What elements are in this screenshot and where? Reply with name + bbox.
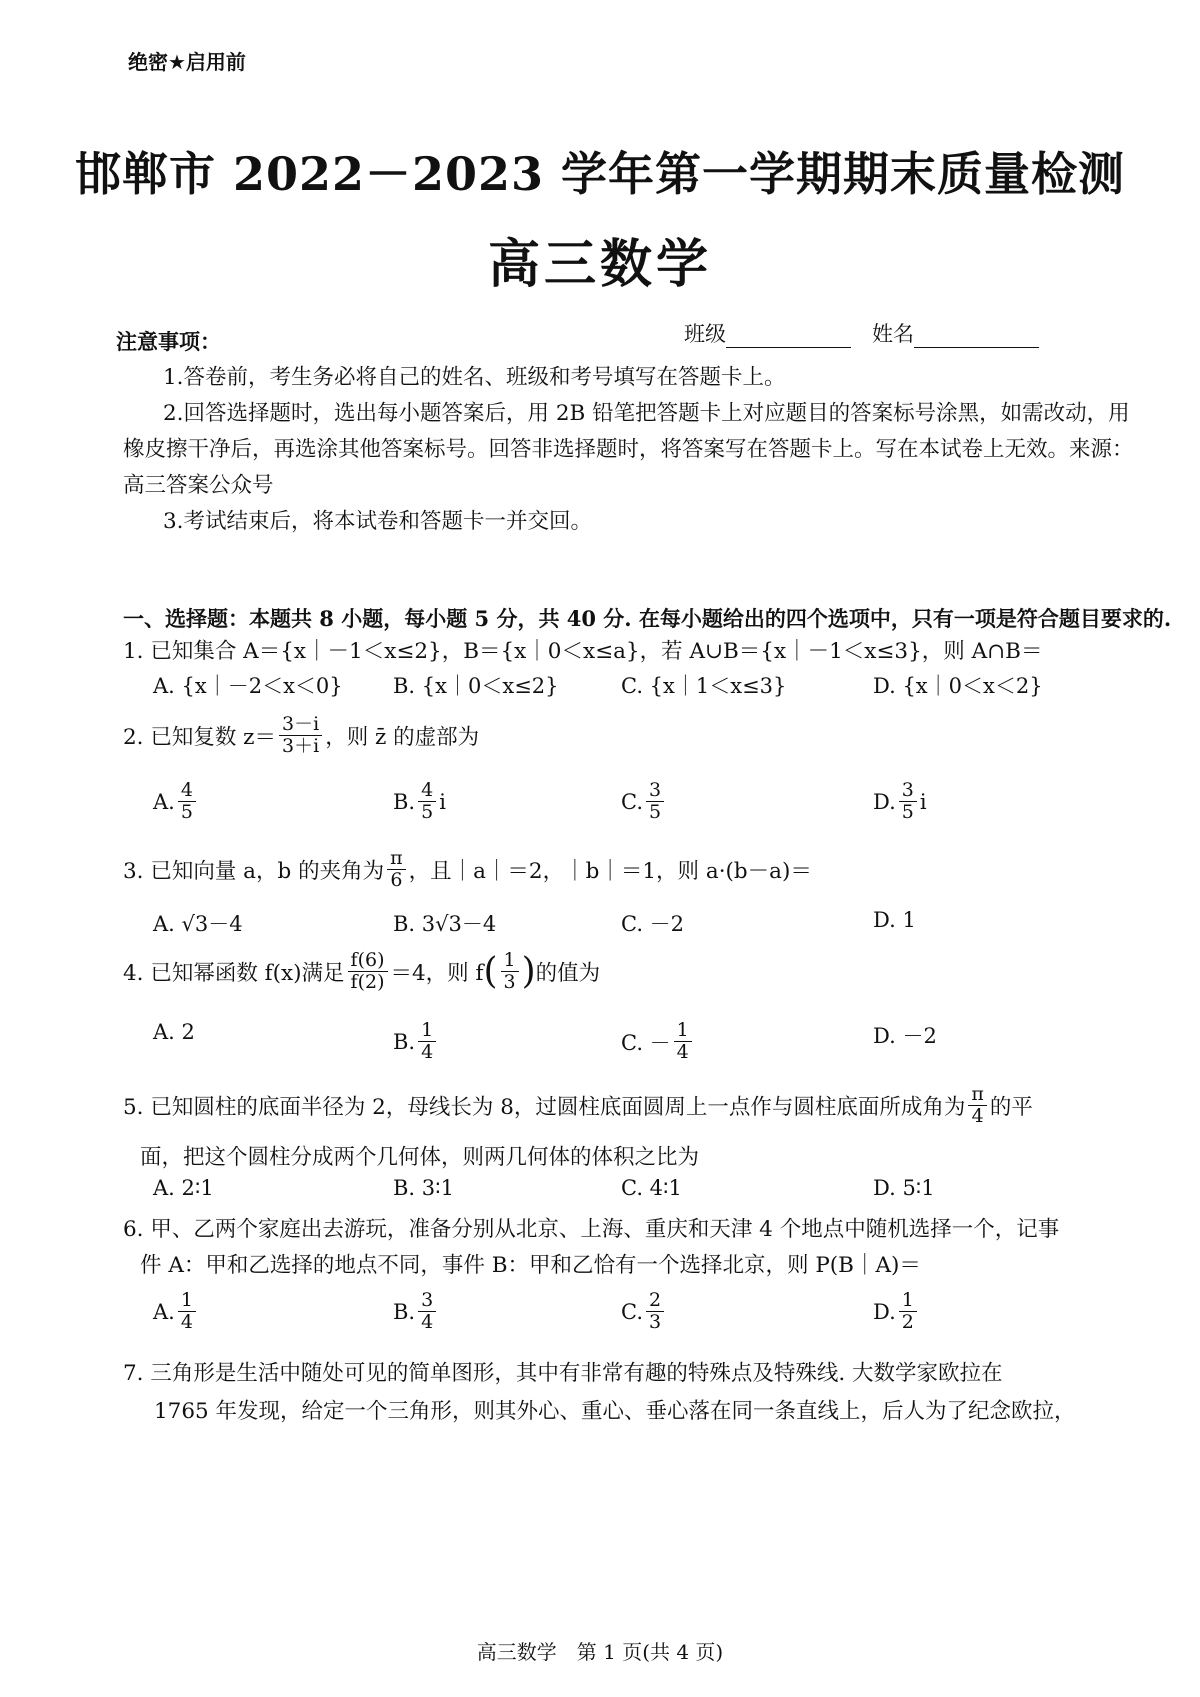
option-a: A. {x｜－2＜x＜0} xyxy=(153,674,343,698)
numerator: 3 xyxy=(418,1290,436,1312)
q2-fraction xyxy=(279,714,322,757)
q4-argument-fraction xyxy=(501,950,519,993)
right-paren: ) xyxy=(521,950,536,992)
option-letter: C. xyxy=(621,789,643,814)
numerator: 1 xyxy=(899,1290,917,1312)
question-6-line-1: 6. 甲、乙两个家庭出去游玩，准备分别从北京、上海、重庆和天津 4 个地点中随机选择一个，记事 xyxy=(123,1217,1060,1242)
question-5-stem xyxy=(123,1084,1153,1127)
notes-heading: 注意事项： xyxy=(116,330,221,354)
fraction xyxy=(646,1290,664,1333)
q3-fraction xyxy=(387,848,406,891)
option-letter: D. xyxy=(873,1299,896,1324)
q2-suffix: ，则 z̄ 的虚部为 xyxy=(325,725,480,750)
q5-prefix: 5. 已知圆柱的底面半径为 2，母线长为 8，过圆柱底面圆周上一点作与圆柱底面所成角为 xyxy=(123,1095,966,1120)
numerator: 4 xyxy=(178,780,196,802)
fraction xyxy=(418,780,436,823)
denominator: 6 xyxy=(390,869,403,891)
fraction xyxy=(178,780,196,823)
note-item-1: 1.答卷前，考生务必将自己的姓名、班级和考号填写在答题卡上。 xyxy=(163,365,786,390)
question-6-line-2: 件 A：甲和乙选择的地点不同，事件 B：甲和乙恰有一个选择北京，则 P(B｜A)＝ xyxy=(140,1253,921,1278)
denominator: 3＋i xyxy=(282,735,320,757)
note-item-3: 3.考试结束后，将本试卷和答题卡一并交回。 xyxy=(163,509,593,534)
q4-fraction xyxy=(348,950,388,993)
numerator: 3－i xyxy=(279,714,322,736)
numerator: 1 xyxy=(178,1290,196,1312)
imaginary-unit: i xyxy=(439,789,446,814)
option-c xyxy=(621,780,667,823)
numerator: 3 xyxy=(646,780,664,802)
option-a xyxy=(153,780,199,823)
denominator: 4 xyxy=(180,1311,193,1333)
denominator: 5 xyxy=(421,801,434,823)
option-d xyxy=(873,1290,920,1333)
exam-title: 邯郸市 2022－2023 学年第一学期期末质量检测 xyxy=(74,147,1126,201)
fraction xyxy=(899,1290,917,1333)
section-heading-choice: 一、选择题：本题共 8 小题，每小题 5 分，共 40 分. 在每小题给出的四个选项中，只有一项是符合题目要求的. xyxy=(123,606,1172,631)
option-a: A. 2∶1 xyxy=(153,1176,214,1200)
numerator: 1 xyxy=(501,950,519,972)
question-1-options xyxy=(153,670,1153,714)
note-item-2: 2.回答选择题时，选出每小题答案后，用 2B 铅笔把答题卡上对应题目的答案标号涂黑，如需改动，用橡皮擦干净后，再选涂其他答案标号。回答非选择题时，将答案写在答题卡上。写在本试卷上无效。来源：高三答案公众号 xyxy=(123,401,1134,498)
option-a: A. 2 xyxy=(153,1020,195,1044)
option-letter: B. xyxy=(393,1029,416,1054)
option-c: C. {x｜1＜x≤3} xyxy=(621,674,787,698)
option-letter: C. xyxy=(621,1299,643,1324)
fraction xyxy=(178,1290,196,1333)
question-4-options xyxy=(153,1020,1153,1064)
denominator: 2 xyxy=(901,1311,914,1333)
question-4-stem xyxy=(123,950,1153,993)
imaginary-unit: i xyxy=(919,789,927,814)
q2-prefix: 2. 已知复数 z＝ xyxy=(123,725,277,750)
denominator: f(2) xyxy=(350,971,385,993)
name-blank xyxy=(914,329,1039,348)
denominator: 5 xyxy=(649,801,662,823)
denominator: 5 xyxy=(901,801,914,823)
question-3-options xyxy=(153,908,1153,952)
option-letter: D. xyxy=(873,789,896,814)
denominator: 4 xyxy=(676,1041,689,1063)
fraction xyxy=(646,780,664,823)
denominator: 4 xyxy=(421,1041,434,1063)
page-footer: 高三数学 第 1 页(共 4 页) xyxy=(476,1640,724,1664)
numerator: 3 xyxy=(899,780,917,802)
question-7-line-2: 1765 年发现，给定一个三角形，则其外心、重心、垂心落在同一条直线上，后人为了纪念欧拉， xyxy=(154,1399,1076,1424)
numerator: 1 xyxy=(418,1020,436,1042)
option-d: D. {x｜0＜x＜2} xyxy=(873,674,1043,698)
fraction xyxy=(674,1020,692,1063)
option-b: B. {x｜0＜x≤2} xyxy=(393,674,559,698)
q3-suffix: ，且｜a｜＝2，｜b｜＝1，则 a·(b－a)＝ xyxy=(408,859,812,884)
q4-prefix: 4. 已知幂函数 f(x)满足 xyxy=(123,961,345,986)
confidential-mark: 绝密★启用前 xyxy=(128,50,246,74)
q5-suffix: 的平 xyxy=(989,1095,1033,1120)
option-c xyxy=(621,1290,667,1333)
q4-suffix: 的值为 xyxy=(535,961,601,986)
denominator: 5 xyxy=(180,801,193,823)
q4-middle: ＝4，则 f xyxy=(390,961,484,986)
option-b: B. 3∶1 xyxy=(393,1176,454,1200)
question-6-options xyxy=(153,1290,1153,1334)
fraction xyxy=(899,780,917,823)
numerator: 2 xyxy=(646,1290,664,1312)
option-letter: A. xyxy=(153,1299,175,1324)
class-blank xyxy=(726,329,851,348)
option-b: B. 3√3－4 xyxy=(393,912,497,936)
option-c: C. －2 xyxy=(621,912,685,936)
left-paren: ( xyxy=(483,950,498,992)
option-a: A. √3－4 xyxy=(153,912,243,936)
option-letter: C. － xyxy=(621,1030,671,1055)
option-d: D. －2 xyxy=(873,1024,937,1048)
subject-title: 高三数学 xyxy=(487,234,712,295)
question-2-options xyxy=(153,780,1153,824)
name-label: 姓名 xyxy=(872,322,914,346)
option-b xyxy=(393,780,446,823)
option-b xyxy=(393,1290,439,1333)
fraction xyxy=(418,1020,436,1063)
option-letter: B. xyxy=(393,1299,416,1324)
numerator: 1 xyxy=(674,1020,692,1042)
question-3-stem xyxy=(123,848,1153,891)
option-b xyxy=(393,1020,439,1063)
option-d: D. 1 xyxy=(873,908,916,932)
denominator: 4 xyxy=(421,1311,434,1333)
class-field xyxy=(684,318,851,348)
option-d: D. 5∶1 xyxy=(873,1176,935,1200)
option-d xyxy=(873,780,927,823)
numerator: f(6) xyxy=(348,950,388,972)
question-1-stem: 1. 已知集合 A＝{x｜－1＜x≤2}，B＝{x｜0＜x≤a}，若 A∪B＝{x｜－1＜x≤3}，则 A∩B＝ xyxy=(123,639,1043,664)
q3-prefix: 3. 已知向量 a，b 的夹角为 xyxy=(123,859,385,884)
question-2-stem xyxy=(123,714,1153,757)
denominator: 3 xyxy=(503,971,516,993)
question-7-line-1: 7. 三角形是生活中随处可见的简单图形，其中有非常有趣的特殊点及特殊线. 大数学家欧拉在 xyxy=(123,1361,1003,1386)
numerator: 4 xyxy=(418,780,436,802)
denominator: 4 xyxy=(971,1105,984,1127)
numerator: π xyxy=(387,848,406,870)
option-letter: A. xyxy=(153,789,175,814)
name-field xyxy=(872,318,1039,348)
denominator: 3 xyxy=(649,1311,662,1333)
option-a xyxy=(153,1290,199,1333)
q5-fraction xyxy=(968,1084,987,1127)
class-label: 班级 xyxy=(684,322,726,346)
option-c: C. 4∶1 xyxy=(621,1176,682,1200)
fraction xyxy=(418,1290,436,1333)
numerator: π xyxy=(968,1084,987,1106)
option-letter: B. xyxy=(393,789,416,814)
question-5-line-2: 面，把这个圆柱分成两个几何体，则两几何体的体积之比为 xyxy=(140,1145,700,1170)
option-c xyxy=(621,1020,695,1063)
